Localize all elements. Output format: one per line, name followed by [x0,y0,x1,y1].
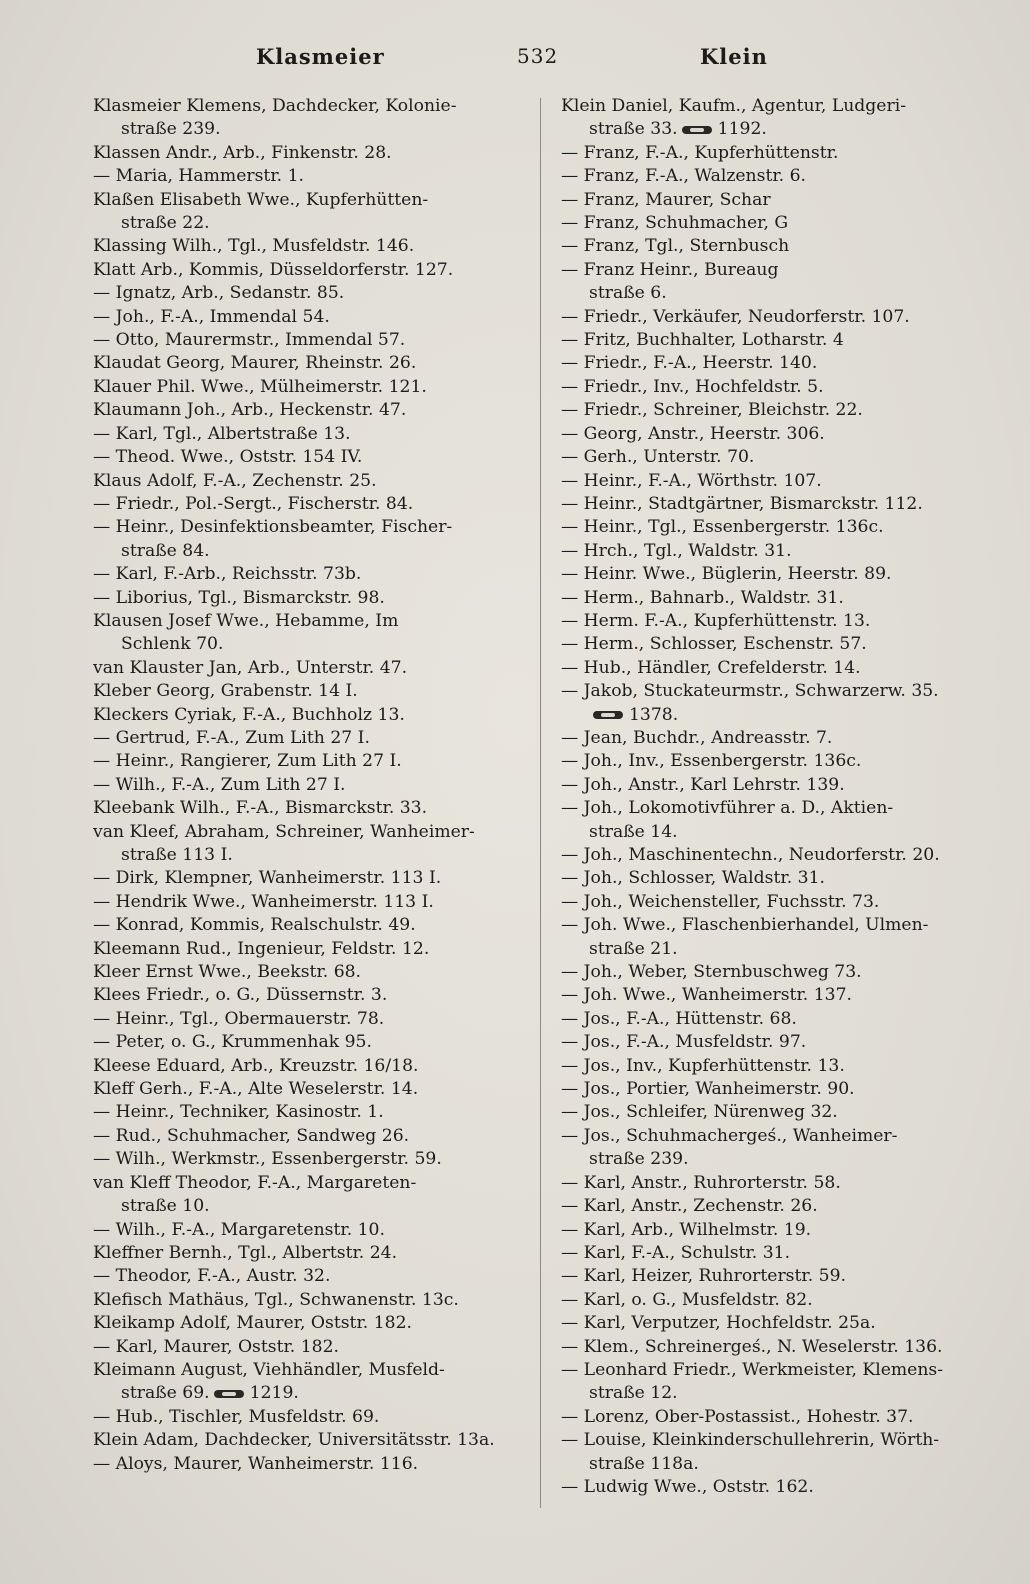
entry-line: — Heinr., Tgl., Obermauerstr. 78. [93,1008,513,1031]
directory-entry [561,797,981,844]
directory-entry [561,1195,981,1218]
entry-line: — Joh., Inv., Essenbergerstr. 136c. [561,750,981,773]
entry-line: Klausen Josef Wwe., Hebamme, Im [93,610,399,631]
entry-line: — Peter, o. G., Krummenhak 95. [93,1031,513,1054]
directory-entry [93,1359,513,1382]
directory-entry [561,399,981,422]
directory-entry [561,867,981,890]
entry-line [561,704,981,727]
entry-line: — Hub., Tischler, Musfeldstr. 69. [93,1406,513,1429]
directory-entry [93,165,513,188]
directory-entry [561,1031,981,1054]
directory-entry [93,235,513,258]
directory-entry [561,891,981,914]
entry-line: Kleemann Rud., Ingenieur, Feldstr. 12. [93,938,430,959]
directory-entry [93,1312,513,1335]
entry-line: — Georg, Anstr., Heerstr. 306. [561,423,981,446]
entry-line: — Franz, Maurer, Schar [561,189,981,212]
entry-line: — Franz, F.-A., Walzenstr. 6. [561,165,981,188]
entry-line: straße 10. [121,1196,210,1217]
directory-entry [93,1406,513,1429]
entry-line: — Karl, Heizer, Ruhrorterstr. 59. [561,1265,981,1288]
directory-entry [561,1242,981,1265]
entry-line: — Karl, Maurer, Oststr. 182. [93,1336,513,1359]
directory-entry [561,1172,981,1195]
entry-line: — Liborius, Tgl., Bismarckstr. 98. [93,587,513,610]
directory-entry [561,118,981,141]
entry-line [561,118,981,141]
entry-line: Klaumann Joh., Arb., Heckenstr. 47. [93,400,407,421]
directory-entry [561,633,981,656]
entry-line: — Jos., Schleifer, Nürenweg 32. [561,1101,981,1124]
entry-line: — Herm., Bahnarb., Waldstr. 31. [561,587,981,610]
entry-line: Klaus Adolf, F.-A., Zechenstr. 25. [93,470,377,491]
entry-line: — Joh., F.-A., Immendal 54. [93,306,513,329]
directory-entry [93,376,513,399]
entry-line: Schlenk 70. [121,634,224,655]
entry-line [93,1382,513,1405]
telephone-icon [214,1389,244,1399]
entry-line: — Joh., Weichensteller, Fuchsstr. 73. [561,891,981,914]
entry-line: — Heinr., Techniker, Kasinostr. 1. [93,1101,513,1124]
directory-entry [93,867,513,890]
entry-line: — Karl, Anstr., Ruhrorterstr. 58. [561,1172,981,1195]
directory-entry [93,1008,513,1031]
directory-entry [561,516,981,539]
entry-line: — Gertrud, F.-A., Zum Lith 27 I. [93,727,513,750]
entry-line: Klaudat Georg, Maurer, Rheinstr. 26. [93,353,417,374]
directory-entry [561,1429,981,1476]
entry-line: — Friedr., F.-A., Heerstr. 140. [561,352,981,375]
directory-entry [93,984,513,1007]
entry-line: straße 22. [121,213,210,234]
directory-entry [561,1265,981,1288]
directory-entry [93,680,513,703]
entry-line: — Gerh., Unterstr. 70. [561,446,981,469]
entry-line: — Joh., Maschinentechn., Neudorferstr. 20. [561,844,981,867]
entry-line: — Lorenz, Ober-Postassist., Hohestr. 37. [561,1406,981,1429]
entry-line: — Heinr., Stadtgärtner, Bismarckstr. 112. [561,493,981,516]
directory-entry [93,961,513,984]
entry-text: straße 33. [589,119,678,140]
directory-entry [93,587,513,610]
entry-line: Kleckers Cyriak, F.-A., Buchholz 13. [93,704,405,725]
directory-entry [561,1336,981,1359]
entry-line: — Klem., Schreinergeś., N. Weselerstr. 136. [561,1336,981,1359]
entry-line: straße 239. [121,119,221,140]
entry-line: — Fritz, Buchhalter, Lotharstr. 4 [561,329,981,352]
directory-entry [93,1265,513,1288]
directory-entry [93,1382,513,1405]
directory-entry [93,563,513,586]
entry-line: — Aloys, Maurer, Wanheimerstr. 116. [93,1453,513,1476]
directory-entry [561,189,981,212]
entry-line: straße 14. [589,821,678,842]
entry-line: — Franz, Schuhmacher, G [561,212,981,235]
entry-line: — Friedr., Pol.-Sergt., Fischerstr. 84. [93,493,513,516]
directory-entry [93,657,513,680]
right-column [561,95,981,1499]
directory-entry [93,1078,513,1101]
entry-line: — Jos., F.-A., Hüttenstr. 68. [561,1008,981,1031]
directory-entry [93,1336,513,1359]
directory-entry [561,563,981,586]
entry-line: — Dirk, Klempner, Wanheimerstr. 113 I. [93,867,513,890]
directory-entry [561,1359,981,1406]
directory-entry [561,1406,981,1429]
directory-entry [93,1148,513,1171]
directory-entry [93,891,513,914]
directory-entry [561,984,981,1007]
telephone-icon [593,710,623,720]
entry-line: van Kleef, Abraham, Schreiner, Wanheimer- [93,821,475,842]
entry-line: — Karl, Arb., Wilhelmstr. 19. [561,1219,981,1242]
directory-entry [93,1453,513,1476]
directory-entry [93,329,513,352]
directory-entry [93,1031,513,1054]
entry-line: — Karl, Anstr., Zechenstr. 26. [561,1195,981,1218]
directory-entry [93,259,513,282]
entry-line: straße 84. [121,540,210,561]
entry-line: — Hrch., Tgl., Waldstr. 31. [561,540,981,563]
directory-entry [93,352,513,375]
entry-line: van Kleff Theodor, F.-A., Margareten- [93,1172,417,1193]
entry-line: — Wilh., Werkmstr., Essenbergerstr. 59. [93,1148,513,1171]
entry-line: — Karl, F.-Arb., Reichsstr. 73b. [93,563,513,586]
directory-entry [561,235,981,258]
directory-entry [93,1101,513,1124]
entry-line: — Ludwig Wwe., Oststr. 162. [561,1476,981,1499]
page-number: 532 [517,44,559,68]
directory-entry [93,914,513,937]
entry-line: — Heinr., Tgl., Essenbergerstr. 136c. [561,516,981,539]
directory-entry [561,750,981,773]
directory-entry [93,727,513,750]
entry-line: Klatt Arb., Kommis, Düsseldorferstr. 127. [93,259,454,280]
directory-entry [561,165,981,188]
directory-entry [93,750,513,773]
directory-entry [93,446,513,469]
directory-entry [561,680,981,703]
directory-entry [561,914,981,961]
entry-line: — Joh. Wwe., Wanheimerstr. 137. [561,984,981,1007]
entry-line: Kleber Georg, Grabenstr. 14 I. [93,681,358,702]
directory-entry [93,1289,513,1312]
directory-entry [561,1055,981,1078]
header-right-keyword: Klein [700,44,768,69]
directory-entry [561,376,981,399]
entry-line: Klees Friedr., o. G., Düssernstr. 3. [93,985,388,1006]
directory-entry [93,306,513,329]
directory-entry [93,95,513,142]
entry-line: — Wilh., F.-A., Margaretenstr. 10. [93,1219,513,1242]
entry-line: — Franz, Tgl., Sternbusch [561,235,981,258]
directory-entry [561,844,981,867]
phone-number: 1378. [629,704,679,725]
directory-entry [93,1055,513,1078]
directory-entry [93,610,513,657]
entry-line: Klassing Wilh., Tgl., Musfeldstr. 146. [93,236,415,257]
entry-line: — Theod. Wwe., Oststr. 154 IV. [93,446,513,469]
directory-entry [93,1242,513,1265]
entry-line: — Friedr., Schreiner, Bleichstr. 22. [561,399,981,422]
entry-line: — Otto, Maurermstr., Immendal 57. [93,329,513,352]
directory-entry [561,1219,981,1242]
entry-line: Klauer Phil. Wwe., Mülheimerstr. 121. [93,376,427,397]
entry-line: straße 21. [589,938,678,959]
entry-line: Kleimann August, Viehhändler, Musfeld- [93,1359,445,1380]
entry-line: — Maria, Hammerstr. 1. [93,165,513,188]
entry-line: — Jean, Buchdr., Andreasstr. 7. [561,727,981,750]
entry-line: — Karl, Verputzer, Hochfeldstr. 25a. [561,1312,981,1335]
entry-line: — Jos., Portier, Wanheimerstr. 90. [561,1078,981,1101]
entry-line: — Karl, o. G., Musfeldstr. 82. [561,1289,981,1312]
entry-line: Kleikamp Adolf, Maurer, Oststr. 182. [93,1313,412,1334]
directory-entry [561,259,981,306]
entry-line: — Herm. F.-A., Kupferhüttenstr. 13. [561,610,981,633]
entry-line: — Heinr. Wwe., Büglerin, Heerstr. 89. [561,563,981,586]
directory-entry [561,1101,981,1124]
entry-line: — Franz Heinr., Bureaug [561,259,981,282]
entry-line: — Rud., Schuhmacher, Sandweg 26. [93,1125,513,1148]
directory-entry [561,1078,981,1101]
directory-entry [93,938,513,961]
directory-entry [561,212,981,235]
entry-line: Kleebank Wilh., F.-A., Bismarckstr. 33. [93,798,428,819]
directory-entry [93,774,513,797]
entry-line: — Jos., F.-A., Musfeldstr. 97. [561,1031,981,1054]
directory-entry [93,1219,513,1242]
directory-entry [561,1476,981,1499]
directory-entry [93,493,513,516]
entry-text: straße 69. [121,1383,210,1404]
entry-line: van Klauster Jan, Arb., Unterstr. 47. [93,657,408,678]
directory-entry [561,493,981,516]
directory-entry [561,1125,981,1172]
directory-entry [93,470,513,493]
entry-line: Klasmeier Klemens, Dachdecker, Kolonie- [93,96,457,116]
entry-line: Kleese Eduard, Arb., Kreuzstr. 16/18. [93,1055,419,1076]
page-header [60,44,970,80]
directory-entry [561,352,981,375]
directory-entry [93,1125,513,1148]
entry-line: — Jakob, Stuckateurmstr., Schwarzerw. 35. [561,680,981,703]
entry-line: — Joh. Wwe., Flaschenbierhandel, Ulmen- [561,914,981,937]
directory-entry [93,1429,513,1452]
entry-line: — Hendrik Wwe., Wanheimerstr. 113 I. [93,891,513,914]
entry-line: — Friedr., Inv., Hochfeldstr. 5. [561,376,981,399]
entry-line: — Hub., Händler, Crefelderstr. 14. [561,657,981,680]
entry-line: — Heinr., F.-A., Wörthstr. 107. [561,470,981,493]
directory-entry [561,1312,981,1335]
entry-line: — Konrad, Kommis, Realschulstr. 49. [93,914,513,937]
entry-line: — Jos., Schuhmachergeś., Wanheimer- [561,1125,981,1148]
entry-line: Klassen Andr., Arb., Finkenstr. 28. [93,142,392,163]
directory-entry [93,142,513,165]
directory-entry [561,774,981,797]
directory-entry [561,329,981,352]
directory-entry [561,306,981,329]
directory-entry [93,189,513,236]
entry-line: — Theodor, F.-A., Austr. 32. [93,1265,513,1288]
entry-line: — Friedr., Verkäufer, Neudorferstr. 107. [561,306,981,329]
entry-line: straße 118a. [589,1453,699,1474]
entry-line: straße 12. [589,1383,678,1404]
entry-line: — Franz, F.-A., Kupferhüttenstr. [561,142,981,165]
telephone-icon [682,125,712,135]
entry-line: — Louise, Kleinkinderschullehrerin, Wörth- [561,1429,981,1452]
entry-line: straße 113 I. [121,845,233,865]
entry-line: — Ignatz, Arb., Sedanstr. 85. [93,282,513,305]
directory-entry [561,961,981,984]
entry-line: Klein Daniel, Kaufm., Agentur, Ludgeri- [561,96,906,116]
entry-line: — Wilh., F.-A., Zum Lith 27 I. [93,774,513,797]
entry-line: Klefisch Mathäus, Tgl., Schwanenstr. 13c. [93,1289,459,1310]
entry-line: straße 6. [589,283,667,304]
directory-entry [561,657,981,680]
directory-entry [93,399,513,422]
entry-line: — Joh., Anstr., Karl Lehrstr. 139. [561,774,981,797]
directory-entry [561,95,981,118]
directory-entry [561,470,981,493]
header-left-keyword: Klasmeier [256,44,385,69]
entry-line: — Joh., Schlosser, Waldstr. 31. [561,867,981,890]
directory-entry [93,516,513,563]
entry-line: — Herm., Schlosser, Eschenstr. 57. [561,633,981,656]
column-divider [540,98,541,1508]
entry-line: — Heinr., Desinfektionsbeamter, Fischer- [93,516,513,539]
directory-entry [93,282,513,305]
directory-entry [93,821,513,868]
entry-line: — Karl, F.-A., Schulstr. 31. [561,1242,981,1265]
phone-number: 1219. [249,1383,299,1404]
directory-entry [561,540,981,563]
entry-line: — Karl, Tgl., Albertstraße 13. [93,423,513,446]
directory-entry [561,1289,981,1312]
directory-entry [561,610,981,633]
directory-entry [561,727,981,750]
entry-line: — Joh., Lokomotivführer a. D., Aktien- [561,797,981,820]
entry-line: Kleffner Bernh., Tgl., Albertstr. 24. [93,1242,398,1263]
entry-line: — Leonhard Friedr., Werkmeister, Klemens- [561,1359,981,1382]
directory-entry [561,142,981,165]
left-column [93,95,513,1476]
directory-entry [561,423,981,446]
entry-line: straße 239. [589,1149,689,1170]
directory-entry [561,1008,981,1031]
directory-entry [93,704,513,727]
entry-line: Klein Adam, Dachdecker, Universitätsstr. 13a. [93,1430,495,1451]
entry-line: Kleff Gerh., F.-A., Alte Weselerstr. 14. [93,1079,419,1100]
directory-entry [93,797,513,820]
directory-entry [561,704,981,727]
entry-line: — Jos., Inv., Kupferhüttenstr. 13. [561,1055,981,1078]
directory-entry [561,587,981,610]
entry-line: — Joh., Weber, Sternbuschweg 73. [561,961,981,984]
directory-entry [93,1172,513,1219]
phone-number: 1192. [717,119,767,140]
entry-line: — Heinr., Rangierer, Zum Lith 27 I. [93,750,513,773]
directory-entry [93,423,513,446]
entry-line: Klaßen Elisabeth Wwe., Kupferhütten- [93,189,429,210]
entry-line: Kleer Ernst Wwe., Beekstr. 68. [93,962,362,983]
directory-entry [561,446,981,469]
